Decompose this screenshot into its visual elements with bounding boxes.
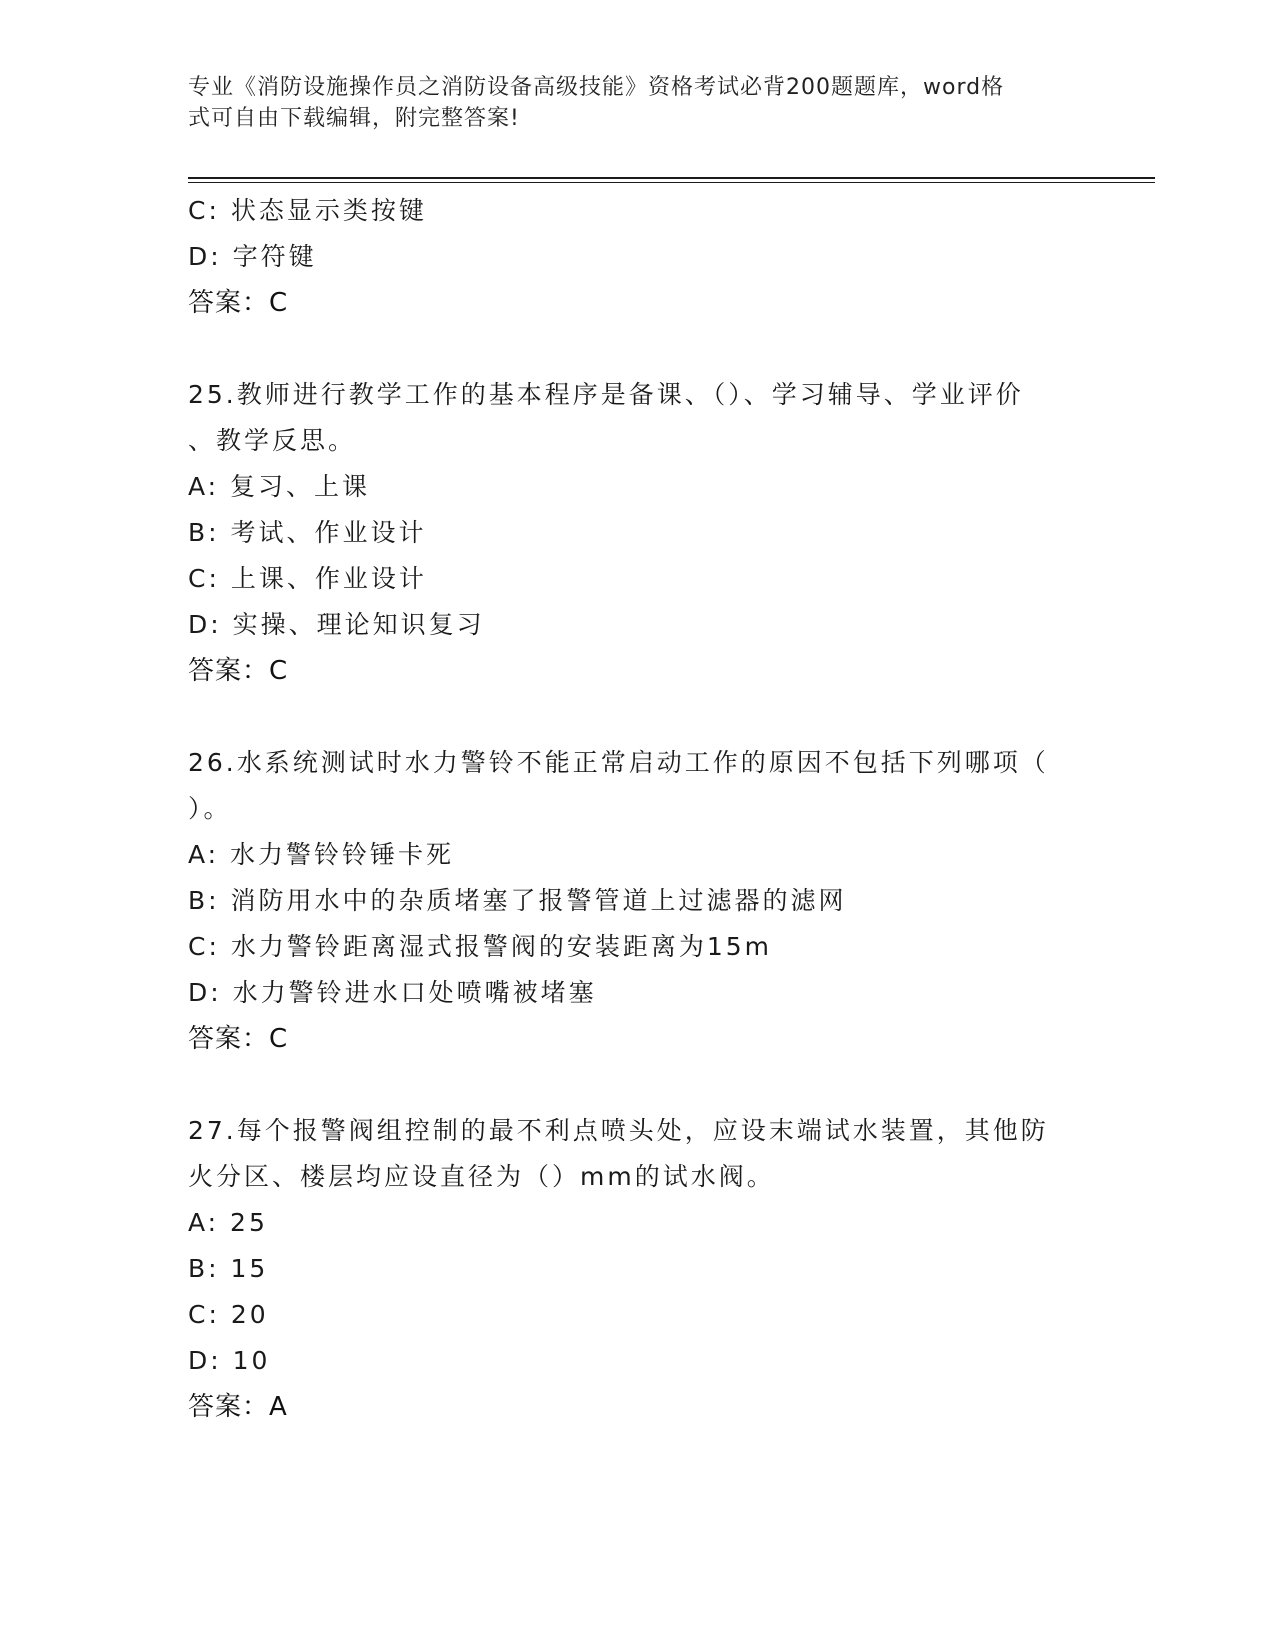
question-stem-line-2: ）。 bbox=[188, 794, 232, 823]
answer-line: 答案：C bbox=[188, 288, 289, 318]
question-stem-line-1: 27.每个报警阀组控制的最不利点喷头处，应设末端试水装置，其他防 bbox=[188, 1116, 1049, 1145]
question-stem-line-2: 、教学反思。 bbox=[188, 426, 357, 455]
option-c: C: 上课、作业设计 bbox=[188, 564, 427, 593]
option-b: B: 15 bbox=[188, 1254, 269, 1283]
answer-line: 答案：C bbox=[188, 656, 289, 686]
header-line-1: 专业《消防设施操作员之消防设备高级技能》资格考试必背200题题库，word格 bbox=[188, 75, 1005, 100]
answer-line: 答案：A bbox=[188, 1392, 288, 1422]
spacer bbox=[188, 694, 1088, 740]
option-c: C: 20 bbox=[188, 1300, 269, 1329]
question-stem-line-2: 火分区、楼层均应设直径为（）mm的试水阀。 bbox=[188, 1162, 775, 1191]
question-stem-line-1: 26.水系统测试时水力警铃不能正常启动工作的原因不包括下列哪项（ bbox=[188, 748, 1049, 777]
document-body bbox=[188, 188, 1088, 1430]
previous-question-tail bbox=[188, 188, 1088, 326]
header-line-2: 式可自由下载编辑，附完整答案! bbox=[188, 106, 520, 131]
option-d: D: 字符键 bbox=[188, 242, 317, 271]
question-25 bbox=[188, 372, 1088, 694]
option-d: D: 实操、理论知识复习 bbox=[188, 610, 485, 639]
option-c: C: 状态显示类按键 bbox=[188, 196, 427, 225]
option-a: A: 25 bbox=[188, 1208, 268, 1237]
option-a: A: 水力警铃铃锤卡死 bbox=[188, 840, 455, 869]
question-27 bbox=[188, 1108, 1088, 1430]
option-c: C: 水力警铃距离湿式报警阀的安装距离为15m bbox=[188, 932, 772, 961]
option-d: D: 10 bbox=[188, 1346, 271, 1375]
question-26 bbox=[188, 740, 1088, 1062]
option-a: A: 复习、上课 bbox=[188, 472, 371, 501]
answer-line: 答案：C bbox=[188, 1024, 289, 1054]
option-b: B: 消防用水中的杂质堵塞了报警管道上过滤器的滤网 bbox=[188, 886, 847, 915]
header-divider-thick bbox=[188, 177, 1155, 179]
spacer bbox=[188, 1062, 1088, 1108]
spacer bbox=[188, 326, 1088, 372]
header-divider-thin bbox=[188, 182, 1155, 183]
document-header bbox=[188, 72, 1088, 134]
question-stem-line-1: 25.教师进行教学工作的基本程序是备课、（）、学习辅导、学业评价 bbox=[188, 380, 1024, 409]
option-d: D: 水力警铃进水口处喷嘴被堵塞 bbox=[188, 978, 597, 1007]
option-b: B: 考试、作业设计 bbox=[188, 518, 427, 547]
